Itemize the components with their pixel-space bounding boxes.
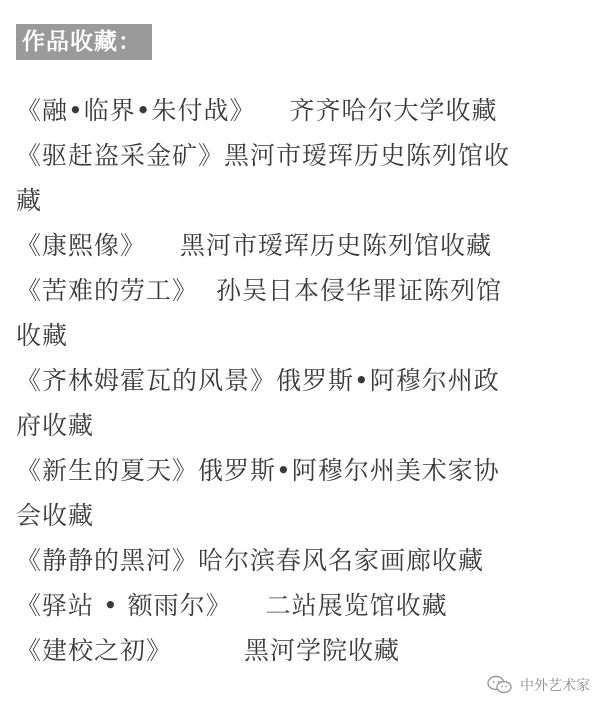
work-collector-wrap: 会收藏 bbox=[16, 501, 95, 530]
work-title: 《建校之初》 bbox=[16, 636, 173, 665]
work-collector: 黑河学院收藏 bbox=[244, 636, 401, 665]
work-collector: 黑河市瑷珲历史陈列馆收 bbox=[224, 141, 511, 170]
watermark-label: 中外艺术家 bbox=[520, 678, 590, 694]
wechat-icon bbox=[486, 675, 514, 695]
work-title: 《齐林姆霍瓦的风景》 bbox=[16, 366, 277, 395]
work-collector: 孙吴日本侵华罪证陈列馆 bbox=[216, 276, 503, 305]
work-title: 《苦难的劳工》 bbox=[16, 276, 199, 305]
work-title: 《驿站 • 额雨尔》 bbox=[16, 591, 232, 620]
work-collector: 黑河市瑷珲历史陈列馆收藏 bbox=[180, 231, 493, 260]
work-collector-wrap: 收藏 bbox=[16, 321, 69, 350]
work-title: 《新生的夏天》 bbox=[16, 456, 199, 485]
work-entry bbox=[16, 538, 586, 583]
work-collector: 俄罗斯•阿穆尔州美术家协 bbox=[198, 456, 500, 485]
work-entry bbox=[16, 448, 586, 538]
work-title: 《静静的黑河》 bbox=[16, 546, 199, 575]
work-entry bbox=[16, 223, 586, 268]
work-entry bbox=[16, 88, 586, 133]
work-collector: 俄罗斯•阿穆尔州政 bbox=[276, 366, 500, 395]
work-entry bbox=[16, 268, 586, 358]
work-entry bbox=[16, 358, 586, 448]
work-title: 《康熙像》 bbox=[16, 231, 147, 260]
section-heading: 作品收藏： bbox=[16, 24, 152, 60]
work-entry bbox=[16, 628, 586, 673]
work-collector: 二站展览馆收藏 bbox=[265, 591, 448, 620]
work-collector-wrap: 府收藏 bbox=[16, 411, 95, 440]
work-entry bbox=[16, 133, 586, 223]
work-title: 《驱赶盗采金矿》 bbox=[16, 141, 225, 170]
work-collector: 齐齐哈尔大学收藏 bbox=[289, 96, 498, 125]
work-title: 《融•临界•朱付战》 bbox=[16, 96, 256, 125]
work-entry bbox=[16, 583, 586, 628]
work-collector: 哈尔滨春风名家画廊收藏 bbox=[198, 546, 485, 575]
works-list bbox=[16, 88, 586, 673]
watermark bbox=[486, 673, 590, 697]
work-collector-wrap: 藏 bbox=[16, 186, 43, 215]
